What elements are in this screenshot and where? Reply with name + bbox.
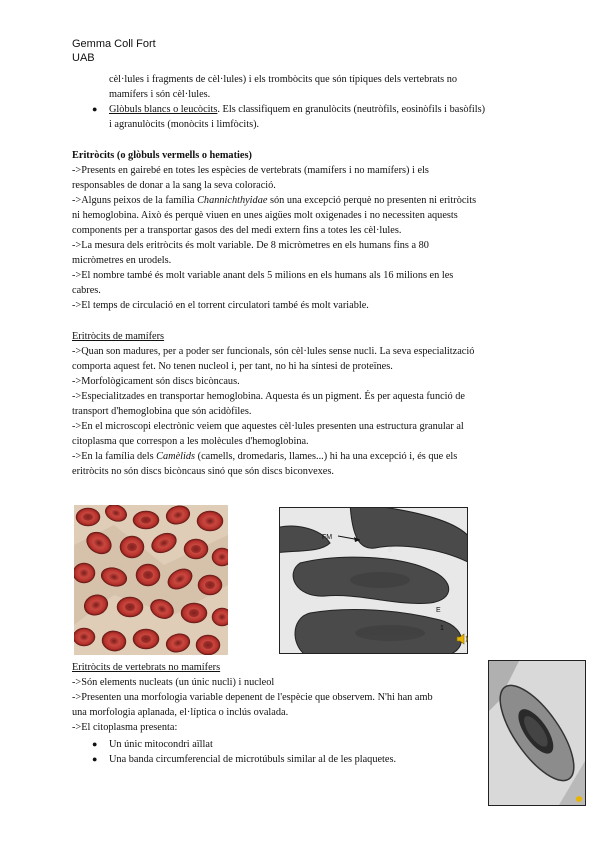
paragraph-line: ->Alguns peixos de la família Channichthyidae són una excepció perquè no presenten ni eritròcits (72, 195, 477, 206)
paragraph-line: ->Presents en gairebé en totes les espècies de vertebrats (mamífers i no mamífers) i els (72, 165, 429, 176)
section-title-no-mamifers: Eritròcits de vertebrats no mamífers (72, 662, 221, 673)
em-label-fm: FM (322, 534, 333, 541)
leucocits-bullet: Glòbuls blancs o leucòcits. Els classifiquem en granulòcits (neutròfils, eosinòfils i basòfils) (109, 104, 486, 115)
paragraph-line: eritròcits no són discs bicòncaus sinó que són discs biconvexes. (72, 466, 334, 477)
paragraph-line: ->Són elements nucleats (un únic nucli) i nucleol (72, 677, 275, 688)
bullet-icon: ● (92, 104, 98, 114)
list-item: Un únic mitocondri aïllat (109, 739, 213, 750)
electron-micrograph-image (279, 507, 468, 654)
paragraph-line: comporta aquest fet. No tenen nucleol i, per tant, no hi ha síntesi de proteïnes. (72, 361, 393, 372)
organization: UAB (72, 52, 95, 64)
family-name: Channichthyidae (197, 195, 268, 206)
em-label-corner: 1 (440, 625, 444, 632)
paragraph-line: ->Especialitzades en transportar hemoglobina. Aquesta és un pigment. És per aquesta funció de (72, 391, 465, 402)
paragraph-line: ->El temps de circulació en el torrent circulatori també és molt variable. (72, 300, 369, 311)
section-title-mamifers: Eritròcits de mamífers (72, 331, 165, 342)
paragraph-line: responsables de donar a la sang la seva coloració. (72, 180, 276, 191)
camelids-name: Camèlids (156, 451, 196, 462)
speaker-icon[interactable] (456, 632, 470, 646)
paragraph-line: ->Quan son madures, per a poder ser funcionals, són cèl·lules sense nucli. La seva especialització (72, 346, 475, 357)
nucleated-erythrocyte-image (488, 660, 586, 806)
paragraph-line: cabres. (72, 285, 101, 296)
paragraph-line: citoplasma que correspon a les molècules d'hemoglobina. (72, 436, 309, 447)
paragraph-line: components per a transportar gasos des del medi extern fins a totes les cèl·lules. (72, 225, 402, 236)
paragraph-line: ->La mesura dels eritròcits és molt variable. De 8 micròmetres en els humans fins a 80 (72, 240, 429, 251)
intro-line: mamífers i són cèl·lules. (109, 89, 211, 100)
intro-line: cèl·lules i fragments de cèl·lules) i els trombòcits que són típiques dels vertebrats no (109, 74, 457, 85)
em-label-e: E (388, 547, 393, 554)
intro-line: i agranulòcits (monòcits i limfòcits). (109, 119, 260, 130)
red-blood-cells-image (74, 505, 228, 655)
paragraph-line: ->Morfològicament són discs bicòncaus. (72, 376, 240, 387)
paragraph-line: ni hemoglobina. Això és perquè viuen en unes aigües molt oxigenades i no necessiten aquests (72, 210, 458, 221)
paragraph-line: ->Presenten una morfologia variable depenent de l'espècie que observem. N'hi han amb (72, 692, 433, 703)
paragraph-line: ->En la família dels Camèlids (camells, dromedaris, llames...) hi ha una excepció i, és que els (72, 451, 458, 462)
em-label-e: E (436, 607, 441, 614)
paragraph-line: ->El nombre també és molt variable anant dels 5 milions en els humans als 16 milions en les (72, 270, 454, 281)
author-name: Gemma Coll Fort (72, 38, 156, 50)
leucocits-link[interactable]: Glòbuls blancs o leucòcits (109, 104, 218, 115)
paragraph-line: micròmetres en urodels. (72, 255, 172, 266)
paragraph-line: una morfologia aplanada, el·líptica o inclús ovalada. (72, 707, 289, 718)
paragraph-line: ->El citoplasma presenta: (72, 722, 178, 733)
paragraph-line: ->En el microscopi electrònic veiem que aquestes cèl·lules presenten una estructura granular al (72, 421, 464, 432)
bullet-icon: ● (92, 739, 98, 749)
list-item: Una banda circumferencial de microtúbuls similar al de les plaquetes. (109, 754, 397, 765)
paragraph-line: transport d'hemoglobina que són acidòfiles. (72, 406, 252, 417)
bullet-icon: ● (92, 754, 98, 764)
section-title-eritrocits: Eritròcits (o glòbuls vermells o hematies) (72, 150, 252, 161)
